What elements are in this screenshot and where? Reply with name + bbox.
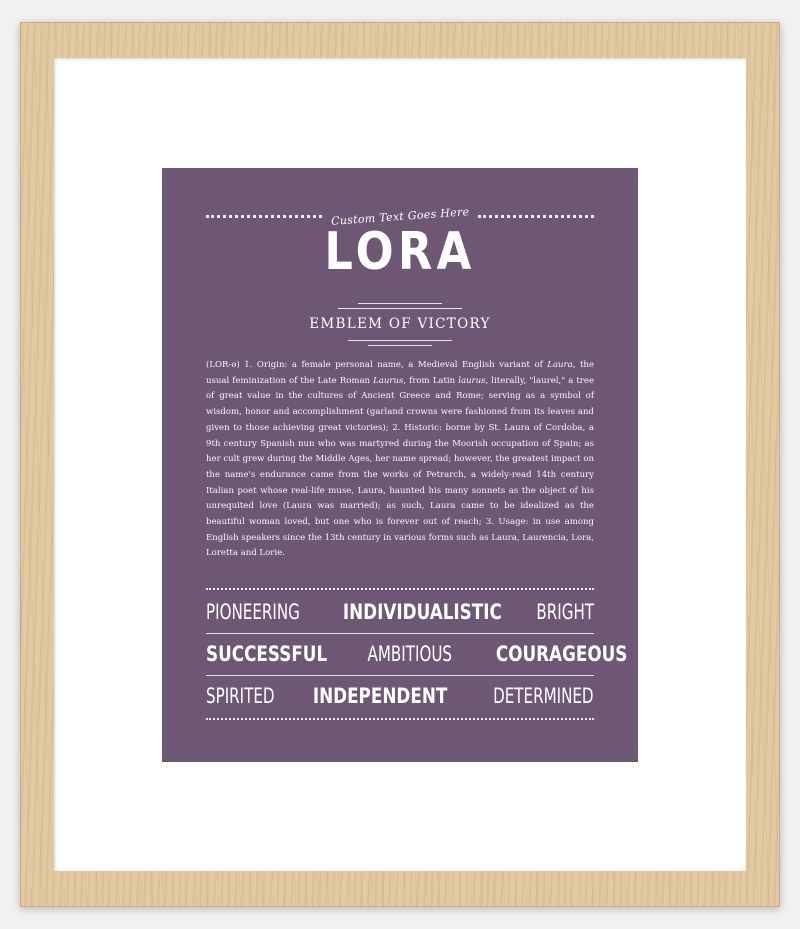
definition-italic-latin-laurus: laurus [458,375,486,386]
name-underline-top [358,303,442,304]
name-definition [206,358,594,562]
trait-word: AMBITIOUS [367,642,453,666]
left-dotted-ornament [206,215,322,218]
traits-divider-1 [206,633,594,634]
traits-divider-2 [206,675,594,676]
meaning-underline-top [348,340,452,341]
trait-word: PIONEERING [206,600,300,624]
trait-word: INDEPENDENT [312,684,448,708]
wood-frame [20,22,780,907]
definition-text: , the usual feminization of the Late Roman [206,360,594,386]
traits-bottom-divider [206,718,594,720]
custom-text: Custom Text Goes Here [330,204,470,228]
traits-row-2 [206,638,628,670]
trait-word: DETERMINED [493,684,594,708]
definition-italic-laura: Laura [547,360,573,370]
definition-text: (LOR-ə) 1. Origin: a female personal name, a Medieval English variant of [206,360,548,370]
trait-word: SUCCESSFUL [206,642,328,666]
traits-top-divider [206,588,594,590]
traits-row-1 [206,596,594,628]
trait-word: INDIVIDUALISTIC [343,600,503,624]
trait-word: COURAGEOUS [495,642,628,666]
name-underline-bottom [338,308,462,309]
traits-row-3 [206,680,594,712]
white-mat [54,58,746,871]
trait-word: BRIGHT [536,600,595,624]
trait-word: SPIRITED [206,684,275,708]
definition-italic-laurus: Laurus [373,375,404,386]
name-meaning-print [162,168,638,762]
name-title: LORA [324,222,476,282]
right-dotted-ornament [478,215,594,218]
name-meaning: EMBLEM OF VICTORY [309,316,491,332]
definition-text: , literally, "laurel," a tree of great value in the cultures of Ancient Greece and Rome; serving as a symbol of wisdom, honor and accomplishment (garland crowns were fashioned from its leaves and given to those achieving great victories); 2. Historic: borne by St. Laura of Cordoba, a 9th century Spanish nun who was martyred during the Moorish occupation of Spain; as her cult grew during the Middle Ages, her name spread; however, the greatest impact on the name's endurance came from the works of Petrarch, a widely-read 14th century Italian poet whose real-life muse, Laura, haunted his many sonnets as the object of his unrequited love (Laura was married); as such, Laura came to be idealized as the beautiful woman loved, but one who is forever out of reach; 3. Usage: in use among English speakers since the 13th century in various forms such as Laura, Laurencia, Lora, Loretta and Lorie. [206,375,595,559]
meaning-underline-bottom [368,345,432,346]
definition-text: , from Latin [403,375,459,386]
